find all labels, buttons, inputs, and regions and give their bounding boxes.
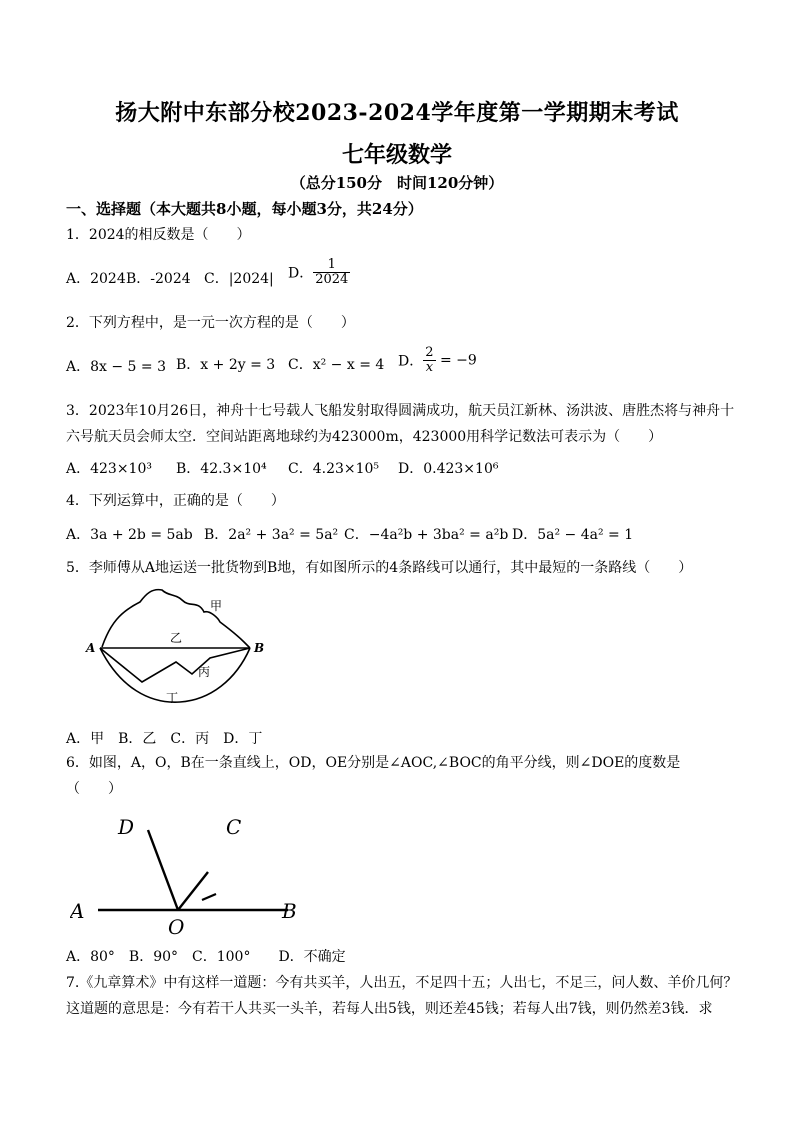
q2-option-d-rest: = −9 [439,352,477,369]
q2-option-d-fraction [423,346,435,375]
q3-option-b: B．42.3×10⁴ [176,461,267,477]
q3-stem-line2: 六号航天员会师太空．空间站距离地球约为423000m，423000用科学记数法可表示为（ ） [66,429,663,445]
q6-options: A．80° B．90° C．100° D．不确定 [66,949,346,965]
fig6-label-d: D [118,815,135,839]
q4-option-c: C．−4a²b + 3ba² = a²b [344,527,509,543]
q1-d-numerator: 1 [313,258,350,273]
q7-line2: 这道题的意思是：今有若干人共买一头羊，若每人出5钱，则还差45钱；若每人出7钱，则仍然差3钱．求 [66,1001,713,1017]
q1-d-denominator: 2024 [315,272,349,287]
q2-option-d [398,346,477,375]
q2-option-a: A．8x − 5 = 3 [66,359,166,375]
exam-subject: 七年级数学 [341,142,452,168]
q1-option-c: C．|2024| [204,271,274,287]
fig6-label-a: A [70,899,85,923]
section-heading: 一、选择题（本大题共8小题，每小题3分，共24分） [66,200,423,218]
q1-option-d [288,258,350,287]
q5-routes-figure [80,584,280,714]
q4-option-a: A．3a + 2b = 5ab [66,527,193,543]
q7-line1: 7.《九章算术》中有这样一道题：今有共买羊，人出五，不足四十五；人出七，不足三，问人数、羊价几何？ [66,975,738,991]
fig6-label-o: O [168,915,185,938]
q6-stem-line1: 6．如图，A，O，B在一条直线上，OD，OE分别是∠AOC,∠BOC的角平分线，则∠DOE的度数是 [66,755,681,771]
q2-option-b: B．x + 2y = 3 [176,357,276,373]
q5-stem: 5．李师傅从A地运送一批货物到B地，有如图所示的4条路线可以通行，其中最短的一条路线（ ） [66,560,693,576]
fig5-label-ding: 丁 [166,691,179,705]
q4-option-b: B．2a² + 3a² = 5a² [204,527,339,543]
fig5-label-yi: 乙 [170,631,183,645]
fig5-label-a: A [86,641,96,655]
exam-info: （总分150分 时间120分钟） [290,174,504,192]
ray-oc [178,872,208,910]
q2-option-d-prefix: D． [398,353,424,370]
q3-option-d: D．0.423×10⁶ [398,461,499,477]
route-bing-path [100,648,250,682]
q2-option-c: C．x² − x = 4 [288,357,385,373]
q2-d-denominator: x [425,360,434,375]
fig5-label-b: B [254,641,265,655]
q4-stem: 4．下列运算中，正确的是（ ） [66,493,285,509]
q2-stem: 2．下列方程中，是一元一次方程的是（ ） [66,315,355,331]
q6-stem-line2: （ ） [66,781,122,797]
fig5-label-bing: 丙 [198,665,211,679]
q1-option-d-prefix: D． [288,265,314,282]
q3-option-a: A．423×10³ [66,461,152,477]
q5-options: A．甲 B．乙 C．丙 D．丁 [66,731,263,747]
fig6-label-c: C [226,815,242,839]
q4-option-d: D．5a² − 4a² = 1 [512,527,634,543]
ray-oe [202,894,216,900]
q3-stem-line1: 3．2023年10月26日，神舟十七号载人飞船发射取得圆满成功，航天员江新林、汤洪波、唐胜杰将与神舟十 [66,403,735,419]
q1-option-a: A．2024 [66,271,126,287]
q1-option-b: B．-2024 [126,271,191,287]
q3-option-c: C．4.23×10⁵ [288,461,380,477]
q2-d-numerator: 2 [425,345,434,360]
exam-title: 扬大附中东部分校2023-2024学年度第一学期期末考试 [115,100,679,126]
q1-option-d-fraction [313,258,350,287]
q6-angle-figure [70,808,310,938]
fig5-label-jia: 甲 [210,599,223,613]
ray-od [148,830,178,910]
fig6-label-b: B [282,899,297,923]
q1-stem: 1．2024的相反数是（ ） [66,227,251,243]
